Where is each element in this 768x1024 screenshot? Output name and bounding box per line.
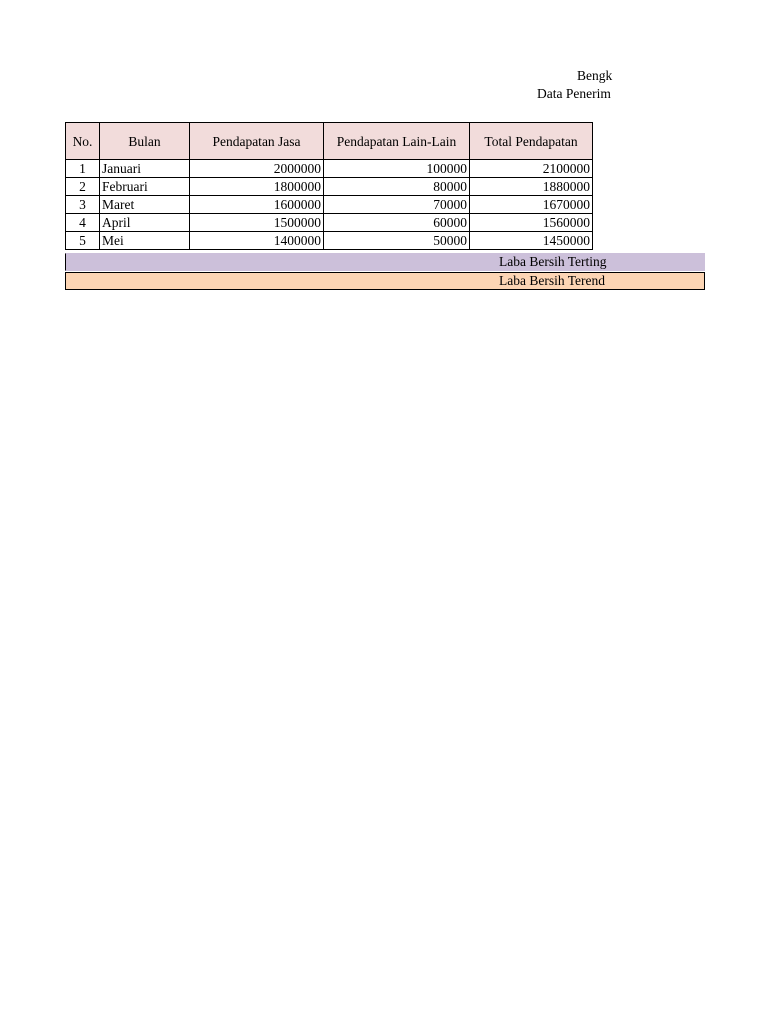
cell-lain: 60000 bbox=[324, 214, 470, 232]
table-row bbox=[66, 232, 593, 250]
revenue-table bbox=[65, 122, 593, 250]
cell-jasa: 1400000 bbox=[190, 232, 324, 250]
cell-bulan: Maret bbox=[100, 196, 190, 214]
table-row bbox=[66, 214, 593, 232]
cell-total: 2100000 bbox=[470, 160, 593, 178]
summary-lowest-label: Laba Bersih Terend bbox=[499, 273, 606, 288]
cell-jasa: 1800000 bbox=[190, 178, 324, 196]
cell-jasa: 2000000 bbox=[190, 160, 324, 178]
cell-lain: 70000 bbox=[324, 196, 470, 214]
cell-jasa: 1600000 bbox=[190, 196, 324, 214]
table-row bbox=[66, 178, 593, 196]
cell-bulan: Februari bbox=[100, 178, 190, 196]
cell-bulan: Mei bbox=[100, 232, 190, 250]
cell-no: 3 bbox=[66, 196, 100, 214]
cell-no: 5 bbox=[66, 232, 100, 250]
table-row bbox=[66, 160, 593, 178]
cell-jasa: 1500000 bbox=[190, 214, 324, 232]
cell-total: 1670000 bbox=[470, 196, 593, 214]
header-total-pendapatan: Total Pendapatan bbox=[470, 123, 593, 160]
cell-no: 4 bbox=[66, 214, 100, 232]
title-line-1: Bengk bbox=[577, 68, 613, 83]
summary-highest-net-profit bbox=[65, 253, 705, 271]
cell-lain: 50000 bbox=[324, 232, 470, 250]
cell-total: 1560000 bbox=[470, 214, 593, 232]
cell-no: 2 bbox=[66, 178, 100, 196]
summary-highest-label: Laba Bersih Terting bbox=[499, 254, 607, 269]
cell-bulan: Januari bbox=[100, 160, 190, 178]
cell-lain: 100000 bbox=[324, 160, 470, 178]
summary-lowest-net-profit bbox=[65, 272, 705, 290]
table-header-row bbox=[66, 123, 593, 160]
cell-total: 1880000 bbox=[470, 178, 593, 196]
table-row bbox=[66, 196, 593, 214]
header-pendapatan-lain: Pendapatan Lain-Lain bbox=[324, 123, 470, 160]
header-no: No. bbox=[66, 123, 100, 160]
cell-bulan: April bbox=[100, 214, 190, 232]
title-line-2: Data Penerim bbox=[537, 86, 611, 101]
cell-no: 1 bbox=[66, 160, 100, 178]
header-bulan: Bulan bbox=[100, 123, 190, 160]
cell-lain: 80000 bbox=[324, 178, 470, 196]
header-pendapatan-jasa: Pendapatan Jasa bbox=[190, 123, 324, 160]
title-area bbox=[117, 60, 617, 110]
cell-total: 1450000 bbox=[470, 232, 593, 250]
